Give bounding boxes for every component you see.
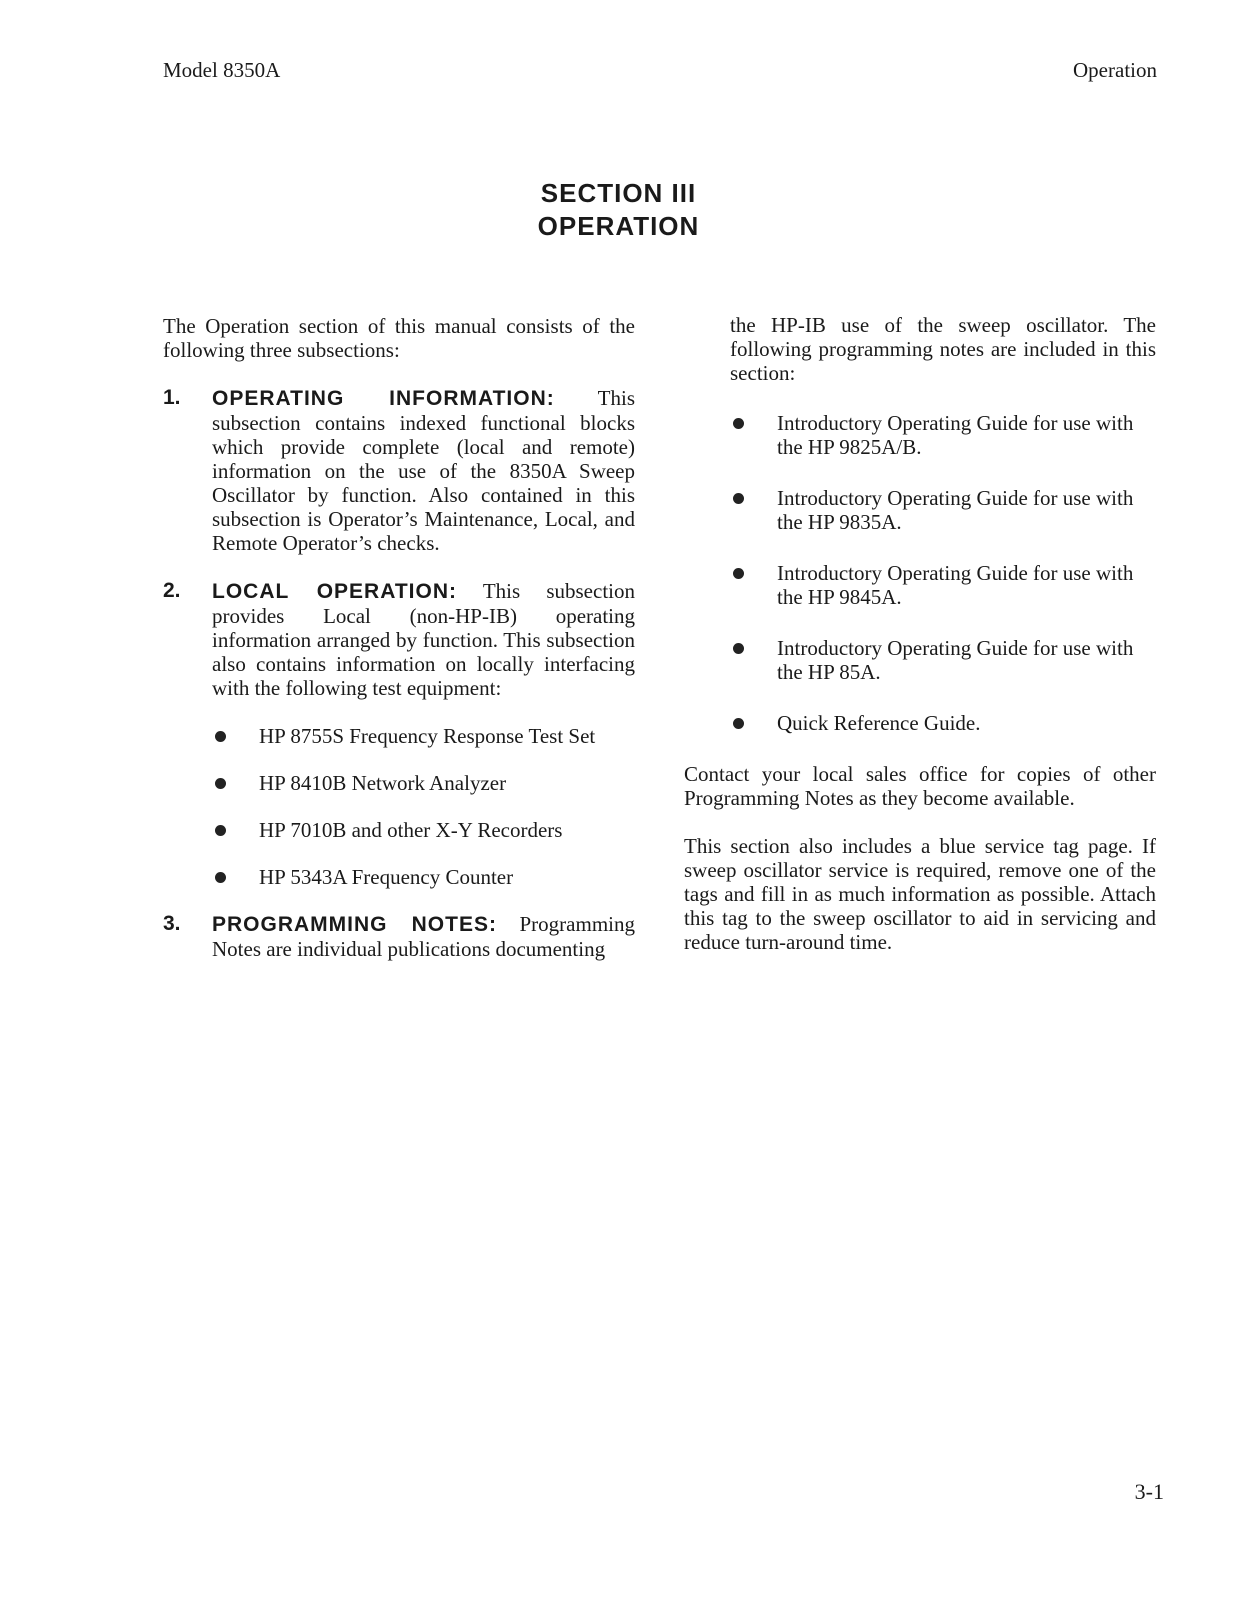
subsection-item	[163, 912, 635, 961]
list-item-text: HP 7010B and other X-Y Recorders	[259, 818, 563, 842]
list-item-text: HP 8755S Frequency Response Test Set	[259, 724, 596, 748]
subsection-item	[163, 579, 635, 700]
list-item	[684, 636, 1156, 684]
item-number: 3.	[163, 912, 181, 935]
equipment-list	[163, 724, 635, 889]
item-heading: PROGRAMMING NOTES:	[212, 913, 497, 936]
header-section: Operation	[1073, 58, 1157, 82]
list-item-text: Introductory Operating Guide for use with the HP 85A.	[777, 636, 1134, 684]
item-text: This subsection contains indexed functional blocks which provide complete (local and remote) information on the use of the 8350A Sweep Oscillator by function. Also contained in this subsection is Operator’s Maintenance, Local, and Remote Operator’s checks.	[212, 386, 636, 555]
list-item	[163, 724, 635, 748]
section-title-line2: OPERATION	[537, 211, 700, 241]
list-item	[163, 818, 635, 842]
bullet-icon	[733, 568, 744, 579]
page-number: 3-1	[1134, 1479, 1164, 1504]
list-item	[163, 865, 635, 889]
list-item-text: Quick Reference Guide.	[777, 711, 981, 735]
list-item-text: Introductory Operating Guide for use with the HP 9845A.	[777, 561, 1134, 609]
bullet-icon	[215, 825, 226, 836]
contact-paragraph: Contact your local sales office for copies of other Programming Notes as they become available.	[684, 762, 1156, 810]
list-item	[163, 771, 635, 795]
list-item	[684, 411, 1156, 459]
item-heading: OPERATING INFORMATION:	[212, 387, 555, 410]
bullet-icon	[215, 731, 226, 742]
section-title	[0, 177, 1237, 243]
left-column	[163, 314, 635, 961]
list-item-text: HP 8410B Network Analyzer	[259, 771, 507, 795]
service-tag-paragraph: This section also includes a blue service tag page. If sweep oscillator service is required, remove one of the tags and fill in as much information as possible. Attach this tag to the sweep oscillator to aid in servicing and reduce turn-around time.	[684, 834, 1156, 954]
programming-notes-list	[684, 411, 1156, 735]
list-item-text: HP 5343A Frequency Counter	[259, 865, 514, 889]
item-text: This subsection provides Local (non-HP-IB) operating information arranged by function. This subsection also contains information on locally interfacing with the following test equipment:	[212, 579, 635, 700]
right-column	[684, 313, 1156, 954]
bullet-icon	[215, 872, 226, 883]
section-title-line1: SECTION III	[540, 178, 697, 208]
subsection-item	[163, 386, 635, 555]
continued-paragraph: the HP-IB use of the sweep oscillator. The following programming notes are included in this section:	[730, 313, 1156, 385]
bullet-icon	[733, 718, 744, 729]
list-item-text: Introductory Operating Guide for use with the HP 9825A/B.	[777, 411, 1134, 459]
item-text: Programming Notes are individual publications documenting	[212, 912, 635, 961]
header-model: Model 8350A	[163, 58, 281, 82]
bullet-icon	[733, 418, 744, 429]
bullet-icon	[733, 493, 744, 504]
bullet-icon	[215, 778, 226, 789]
item-heading: LOCAL OPERATION:	[212, 580, 457, 603]
list-item	[684, 486, 1156, 534]
list-item	[684, 561, 1156, 609]
item-number: 2.	[163, 579, 181, 602]
list-item-text: Introductory Operating Guide for use with the HP 9835A.	[777, 486, 1134, 534]
intro-paragraph: The Operation section of this manual consists of the following three subsections:	[163, 314, 635, 362]
list-item	[684, 711, 1156, 735]
bullet-icon	[733, 643, 744, 654]
item-number: 1.	[163, 386, 181, 409]
